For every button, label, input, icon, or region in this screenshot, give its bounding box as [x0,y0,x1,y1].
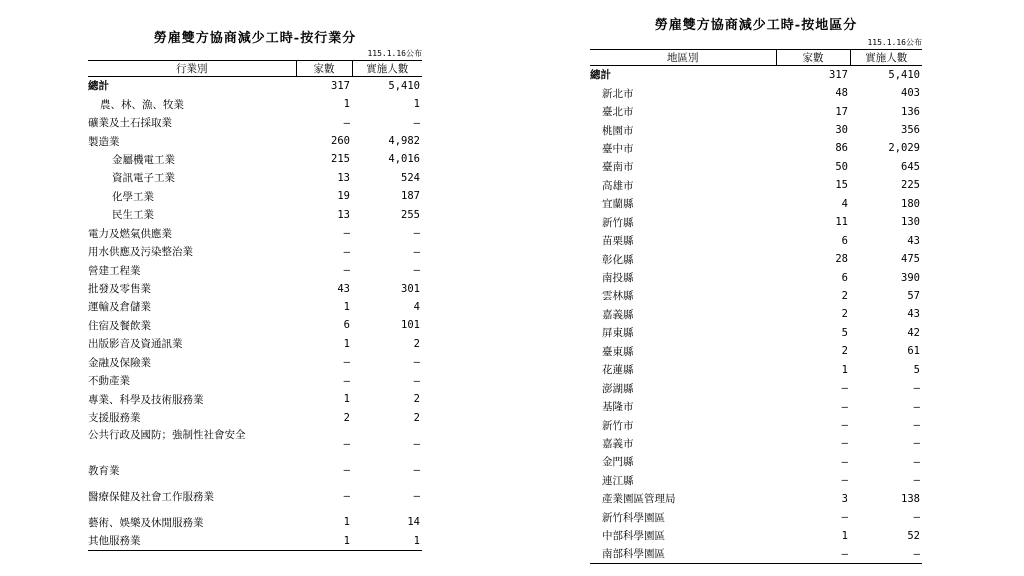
count-cell: 6 [343,319,350,332]
count-cell: 215 [331,153,350,166]
count-cell: 1 [841,363,848,376]
people-cell: – [413,264,420,277]
table-row [590,397,922,415]
people-cell: 101 [401,319,420,332]
table-row [590,434,922,452]
count-cell: 15 [835,179,848,192]
column-header: 實施人數 [352,61,422,77]
people-cell: – [413,245,420,258]
industry-panel [88,22,422,557]
people-cell: 180 [901,197,920,210]
people-cell: – [413,437,420,450]
count-cell: 30 [835,124,848,137]
people-cell: 187 [401,190,420,203]
people-cell: 2 [413,411,420,424]
people-cell: – [913,419,920,432]
table-row [88,390,422,408]
row-label: 醫療保健及社會工作服務業 [88,490,214,503]
row-label: 運輸及倉儲業 [88,301,151,314]
people-cell: – [913,511,920,524]
people-cell: – [413,374,420,387]
region-panel [590,10,922,565]
people-cell: 61 [907,345,920,358]
row-label: 礦業及土石採取業 [88,117,172,130]
people-cell: – [413,464,420,477]
people-cell: 1 [413,98,420,111]
table-header-row [88,61,422,77]
row-label: 新竹縣 [602,216,634,229]
people-cell: 403 [901,87,920,100]
region-table [590,49,922,564]
count-cell: – [841,419,848,432]
row-label: 臺北市 [602,106,634,119]
people-cell: 57 [907,289,920,302]
row-label: 花蓮縣 [602,364,634,377]
row-label: 臺中市 [602,142,634,155]
table-row [590,545,922,563]
column-header: 家數 [296,61,352,77]
people-cell: – [413,227,420,240]
count-cell: 1 [343,534,350,547]
count-cell: 317 [331,79,350,92]
people-cell: – [913,547,920,560]
people-cell: 390 [901,271,920,284]
table-row [590,84,922,102]
row-label: 宜蘭縣 [602,198,634,211]
row-label: 雲林縣 [602,290,634,303]
count-cell: – [841,455,848,468]
row-label: 臺南市 [602,161,634,174]
people-cell: 43 [907,308,920,321]
row-label: 不動產業 [88,375,130,388]
count-cell: – [343,464,350,477]
row-label: 高雄市 [602,179,634,192]
people-cell: 136 [901,105,920,118]
column-header: 地區別 [590,50,776,66]
row-label: 批發及零售業 [88,283,151,296]
count-cell: – [343,490,350,503]
table-row [590,453,922,471]
table-row [88,206,422,224]
people-cell: 14 [407,516,420,529]
count-cell: 2 [841,308,848,321]
count-cell: 1 [343,98,350,111]
industry-table [88,60,422,551]
row-label: 金屬機電工業 [112,153,175,166]
row-label: 農、林、漁、牧業 [100,98,184,111]
column-header: 行業別 [88,61,296,77]
count-cell: – [343,374,350,387]
people-cell: – [913,437,920,450]
people-cell: 645 [901,160,920,173]
table-row [590,158,922,176]
table-row [590,490,922,508]
people-cell: – [913,382,920,395]
table-row [590,195,922,213]
table-row [590,416,922,434]
table-row [88,169,422,187]
table-row [590,176,922,194]
row-label: 彰化縣 [602,253,634,266]
count-cell: 1 [343,393,350,406]
count-cell: 43 [337,282,350,295]
people-cell: 4,982 [388,135,420,148]
count-cell: – [343,356,350,369]
table-row [590,66,922,84]
row-label: 公共行政及國防；強制性社會安全 [88,428,246,441]
table-row [88,532,422,550]
count-cell: – [343,245,350,258]
table-row [88,427,422,461]
count-cell: 317 [829,68,848,81]
row-label: 金融及保險業 [88,356,151,369]
table-row [590,231,922,249]
table-row [590,526,922,544]
people-cell: – [413,490,420,503]
people-cell: 43 [907,234,920,247]
count-cell: 2 [841,289,848,302]
table-row [88,353,422,371]
table-row [88,77,422,95]
count-cell: 48 [835,87,848,100]
row-label: 專業、科學及技術服務業 [88,393,204,406]
people-cell: 475 [901,253,920,266]
row-label: 民生工業 [112,209,154,222]
row-label: 教育業 [88,464,120,477]
row-label: 資訊電子工業 [112,172,175,185]
people-cell: – [913,474,920,487]
people-cell: 524 [401,171,420,184]
table-row [88,316,422,334]
table-row [88,132,422,150]
table-row [88,298,422,316]
people-cell: 2 [413,337,420,350]
table-row [88,479,422,513]
row-label: 支援服務業 [88,412,141,425]
count-cell: – [343,264,350,277]
people-cell: 5,410 [888,68,920,81]
row-label: 苗栗縣 [602,235,634,248]
row-label: 桃園市 [602,124,634,137]
table-row [88,150,422,168]
people-cell: 2 [413,393,420,406]
row-label: 總計 [590,69,611,82]
people-cell: 1 [413,534,420,547]
table-row [88,113,422,131]
table-row [590,268,922,286]
table-row [88,224,422,242]
table-row [590,471,922,489]
row-label: 嘉義市 [602,437,634,450]
table-row [88,187,422,205]
row-label: 產業園區管理局 [602,493,676,506]
count-cell: 5 [841,326,848,339]
people-cell: 255 [401,208,420,221]
table-row [590,139,922,157]
people-cell: 301 [401,282,420,295]
row-label: 南部科學園區 [602,548,665,561]
count-cell: 13 [337,171,350,184]
table-row [88,513,422,531]
count-cell: 86 [835,142,848,155]
row-label: 電力及燃氣供應業 [88,227,172,240]
table-row [590,287,922,305]
count-cell: 2 [343,411,350,424]
row-label: 南投縣 [602,272,634,285]
table-header-row [590,50,922,66]
count-cell: 17 [835,105,848,118]
count-cell: 1 [343,300,350,313]
table-row [590,305,922,323]
people-cell: 225 [901,179,920,192]
count-cell: – [841,511,848,524]
row-label: 出版影音及資通訊業 [88,338,183,351]
row-label: 澎湖縣 [602,382,634,395]
table-row [88,95,422,113]
count-cell: – [841,382,848,395]
count-cell: – [841,400,848,413]
row-label: 新竹市 [602,419,634,432]
people-cell: 138 [901,492,920,505]
count-cell: 3 [841,492,848,505]
people-cell: 356 [901,124,920,137]
table-row [88,372,422,390]
table-row [88,461,422,479]
count-cell: – [343,437,350,450]
count-cell: 1 [343,516,350,529]
industry-date: 115.1.16公布 [367,49,422,58]
people-cell: – [913,400,920,413]
people-cell: 52 [907,529,920,542]
count-cell: – [841,547,848,560]
table-row [88,261,422,279]
table-row [590,379,922,397]
region-date: 115.1.16公布 [867,38,922,47]
count-cell: 6 [841,234,848,247]
row-label: 嘉義縣 [602,308,634,321]
count-cell: 28 [835,253,848,266]
count-cell: 1 [343,337,350,350]
row-label: 製造業 [88,135,120,148]
people-cell: 130 [901,216,920,229]
count-cell: – [343,116,350,129]
table-row [590,250,922,268]
region-title: 勞雇雙方協商減少工時-按地區分 [654,18,858,33]
count-cell: – [841,437,848,450]
column-header: 實施人數 [850,50,922,66]
count-cell: – [841,474,848,487]
count-cell: 2 [841,345,848,358]
row-label: 連江縣 [602,474,634,487]
count-cell: 260 [331,135,350,148]
table-row [590,213,922,231]
row-label: 臺東縣 [602,345,634,358]
count-cell: 6 [841,271,848,284]
row-label: 藝術、娛樂及休閒服務業 [88,516,204,529]
people-cell: 5 [913,363,920,376]
column-header: 家數 [776,50,850,66]
people-cell: 42 [907,326,920,339]
table-row [590,342,922,360]
people-cell: – [413,116,420,129]
count-cell: 1 [841,529,848,542]
row-label: 基隆市 [602,401,634,414]
row-label: 化學工業 [112,190,154,203]
row-label: 營建工程業 [88,264,141,277]
people-cell: 2,029 [888,142,920,155]
row-label: 金門縣 [602,456,634,469]
people-cell: 4 [413,300,420,313]
count-cell: 4 [841,197,848,210]
row-label: 用水供應及污染整治業 [88,246,193,259]
count-cell: 19 [337,190,350,203]
people-cell: – [913,455,920,468]
people-cell: – [413,356,420,369]
table-row [590,324,922,342]
people-cell: 5,410 [388,79,420,92]
count-cell: 11 [835,216,848,229]
table-row [88,335,422,353]
table-row [88,242,422,260]
count-cell: 13 [337,208,350,221]
table-row [88,279,422,297]
people-cell: 4,016 [388,153,420,166]
table-row [88,408,422,426]
industry-title: 勞雇雙方協商減少工時-按行業分 [153,31,357,46]
row-label: 其他服務業 [88,535,141,548]
row-label: 新北市 [602,87,634,100]
row-label: 屏東縣 [602,327,634,340]
count-cell: 50 [835,160,848,173]
row-label: 住宿及餐飲業 [88,319,151,332]
row-label: 中部科學園區 [602,530,665,543]
table-row [590,102,922,120]
table-row [590,121,922,139]
row-label: 新竹科學園區 [602,511,665,524]
table-row [590,508,922,526]
table-row [590,361,922,379]
count-cell: – [343,227,350,240]
row-label: 總計 [88,80,109,93]
